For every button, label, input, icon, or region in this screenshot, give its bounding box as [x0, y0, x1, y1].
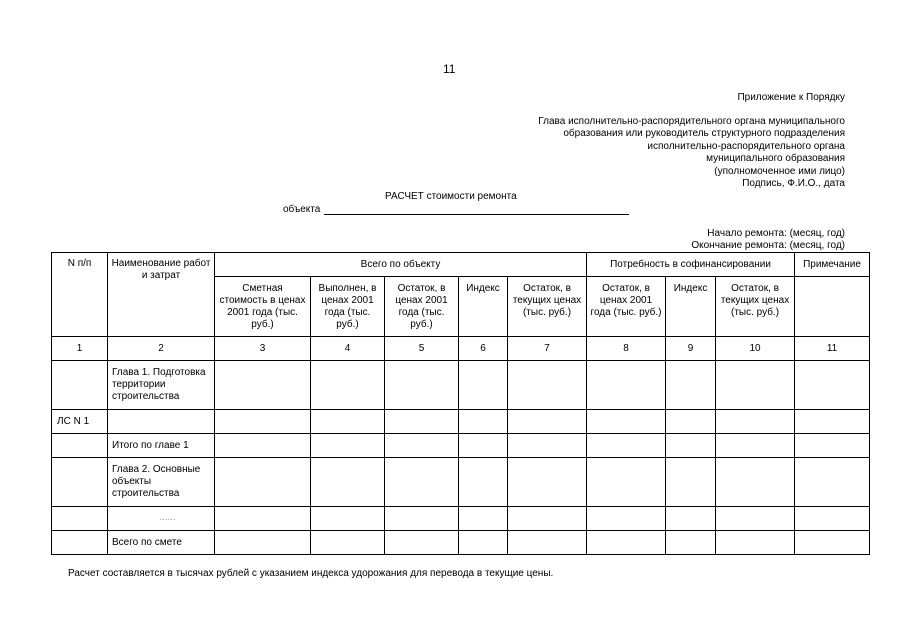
object-field: [283, 204, 629, 215]
row-num: [52, 531, 108, 555]
row-name: Глава 2. Основные объекты строительства: [108, 458, 215, 507]
approval-line: (уполномоченное ими лицо): [714, 165, 845, 177]
appendix-title: Приложение к Порядку: [737, 92, 845, 103]
row-num: [52, 361, 108, 410]
column-number: 1: [52, 337, 108, 361]
row-num: ЛС N 1: [52, 410, 108, 434]
header-cof-index: Индекс: [666, 277, 716, 337]
row-name: Глава 1. Подготовка территории строительства: [108, 361, 215, 410]
row-name: ......: [108, 507, 215, 531]
row-num: [52, 507, 108, 531]
header-num: N п/п: [52, 253, 108, 337]
table-row: [52, 434, 870, 458]
column-number: 5: [385, 337, 459, 361]
row-name: Итого по главе 1: [108, 434, 215, 458]
row-num: [52, 434, 108, 458]
column-number: 2: [108, 337, 215, 361]
approval-line: образования или руководитель структурного подразделения: [563, 128, 845, 140]
header-note-empty: [795, 277, 870, 337]
header-cof-remain-current: Остаток, в текущих ценах (тыс. руб.): [716, 277, 795, 337]
row-name: Всего по смете: [108, 531, 215, 555]
page-number: 11: [443, 62, 456, 76]
repair-end: Окончание ремонта: (месяц, год): [691, 240, 845, 251]
repair-start: Начало ремонта: (месяц, год): [707, 228, 845, 239]
approval-line: Глава исполнительно-распорядительного органа муниципального: [538, 116, 845, 127]
header-cofinance-group: Потребность в софинансировании: [587, 253, 795, 277]
approval-line: исполнительно-распорядительного органа: [647, 140, 845, 152]
header-name: Наименование работ и затрат: [108, 253, 215, 337]
header-estimate-2001: Сметная стоимость в ценах 2001 года (тыс. руб.): [215, 277, 311, 337]
header-done-2001: Выполнен, в ценах 2001 года (тыс. руб.): [311, 277, 385, 337]
approval-line: муниципального образования: [706, 153, 845, 165]
column-number: 8: [587, 337, 666, 361]
header-total-group: Всего по объекту: [215, 253, 587, 277]
column-number: 4: [311, 337, 385, 361]
footnote: Расчет составляется в тысячах рублей с указанием индекса удорожания для перевода в текущие цены.: [68, 568, 554, 579]
column-number: 3: [215, 337, 311, 361]
column-number: 9: [666, 337, 716, 361]
approval-line: Подпись, Ф.И.О., дата: [742, 178, 845, 190]
document-title: РАСЧЕТ стоимости ремонта: [385, 191, 517, 202]
object-label: объекта: [283, 204, 321, 215]
header-index: Индекс: [459, 277, 508, 337]
table-row: [52, 458, 870, 507]
estimate-table: [51, 252, 870, 555]
row-name: [108, 410, 215, 434]
row-num: [52, 458, 108, 507]
header-note: Примечание: [795, 253, 870, 277]
table-row: [52, 410, 870, 434]
approval-block: [538, 116, 845, 190]
header-cof-remain-2001: Остаток, в ценах 2001 года (тыс. руб.): [587, 277, 666, 337]
object-blank-line: [324, 204, 629, 215]
table-row: [52, 531, 870, 555]
table-row: [52, 507, 870, 531]
header-remain-2001: Остаток, в ценах 2001 года (тыс. руб.): [385, 277, 459, 337]
column-number: 10: [716, 337, 795, 361]
column-number: 6: [459, 337, 508, 361]
column-number: 11: [795, 337, 870, 361]
column-number: 7: [508, 337, 587, 361]
header-remain-current: Остаток, в текущих ценах (тыс. руб.): [508, 277, 587, 337]
repair-dates: [691, 228, 845, 252]
table-row: [52, 361, 870, 410]
